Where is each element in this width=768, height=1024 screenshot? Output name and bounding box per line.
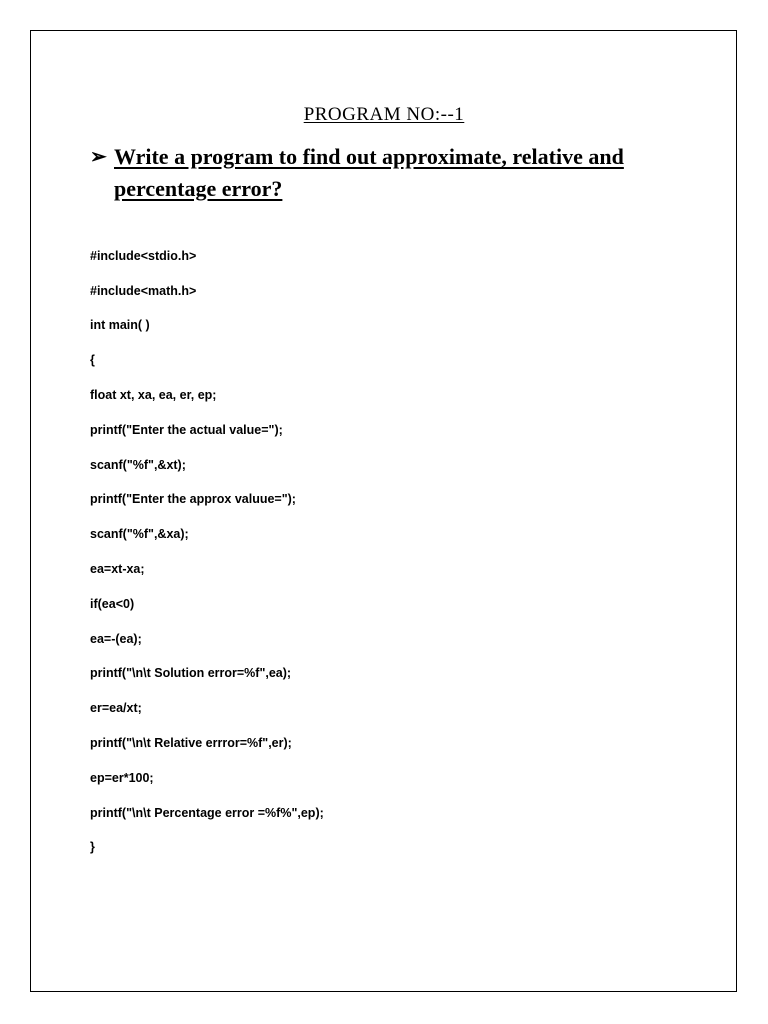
task-line-2: percentage error? <box>114 176 283 201</box>
code-line: int main( ) <box>90 318 150 332</box>
code-line: printf("Enter the actual value="); <box>90 423 283 437</box>
code-line: printf("\n\t Relative errror=%f",er); <box>90 736 292 750</box>
code-line: ea=xt-xa; <box>90 562 145 576</box>
code-line: float xt, xa, ea, er, ep; <box>90 388 217 402</box>
code-line: } <box>90 840 95 854</box>
code-line: #include<stdio.h> <box>90 249 197 263</box>
code-line: printf("\n\t Solution error=%f",ea); <box>90 666 292 680</box>
code-line: #include<math.h> <box>90 284 197 298</box>
code-line: scanf("%f",&xa); <box>90 527 189 541</box>
task-statement <box>90 141 690 205</box>
code-line: ea=-(ea); <box>90 632 142 646</box>
code-line: printf("\n\t Percentage error =%f%",ep); <box>90 806 324 820</box>
code-line: ep=er*100; <box>90 771 154 785</box>
code-line: if(ea<0) <box>90 597 135 611</box>
code-line: printf("Enter the approx valuue="); <box>90 492 296 506</box>
bullet-arrow-icon: ➢ <box>90 146 107 168</box>
code-line: { <box>90 353 95 367</box>
code-line: scanf("%f",&xt); <box>90 458 186 472</box>
program-heading <box>0 104 768 126</box>
task-line-1: Write a program to find out approximate, relative and <box>114 144 624 169</box>
code-line: er=ea/xt; <box>90 701 142 715</box>
program-heading-text: PROGRAM NO:--1 <box>303 104 465 125</box>
